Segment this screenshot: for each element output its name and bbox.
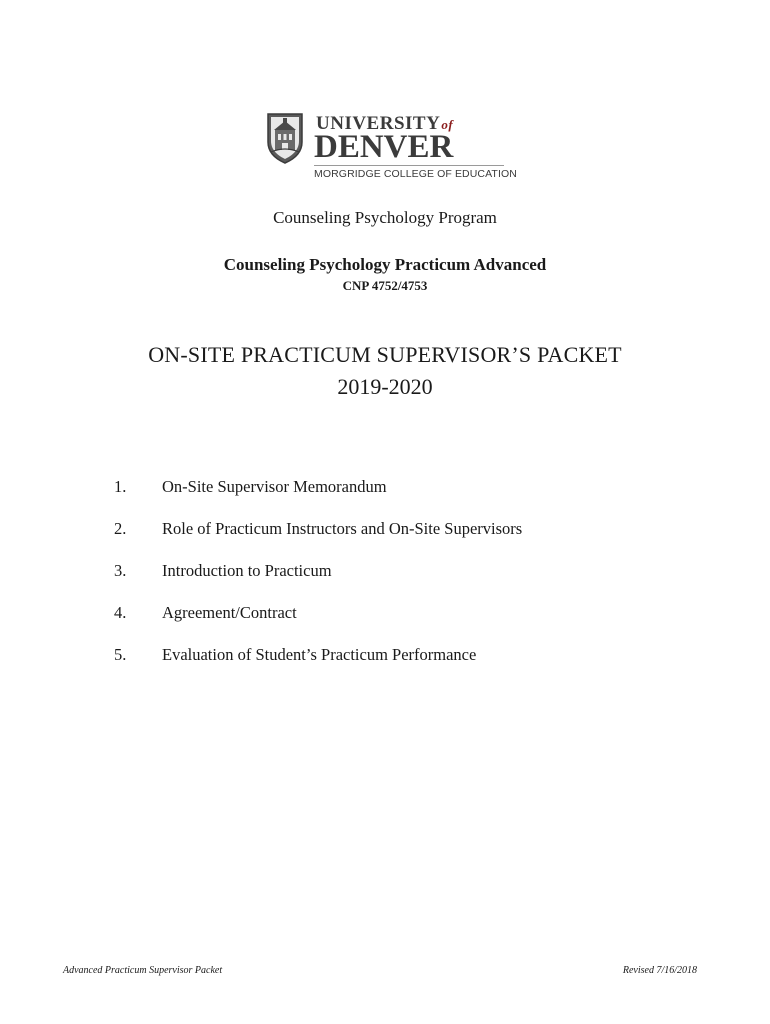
logo-divider — [314, 165, 504, 166]
footer-document-name: Advanced Practicum Supervisor Packet — [63, 965, 223, 976]
logo-university-text: UNIVERSITY — [316, 113, 441, 134]
contents-item-label: Introduction to Practicum — [162, 561, 332, 580]
university-logo — [266, 112, 517, 182]
packet-year: 2019-2020 — [337, 374, 433, 399]
contents-item-label: Role of Practicum Instructors and On-Site Supervisors — [162, 519, 523, 538]
logo-wordmark-main: DENVER — [314, 129, 454, 165]
contents-item-number: 1. — [114, 477, 127, 496]
course-title: Counseling Psychology Practicum Advanced — [223, 255, 547, 274]
contents-item-number: 5. — [114, 645, 127, 664]
logo-of-text: of — [441, 117, 454, 132]
contents-item-label: Evaluation of Student’s Practicum Performance — [162, 645, 477, 664]
packet-title: ON-SITE PRACTICUM SUPERVISOR’S PACKET — [148, 342, 622, 367]
footer-revision-date: Revised 7/16/2018 — [622, 965, 697, 976]
contents-item-label: Agreement/Contract — [162, 603, 297, 622]
course-code: CNP 4752/4753 — [342, 278, 428, 293]
university-seal-icon — [266, 112, 304, 164]
contents-item-number: 4. — [114, 603, 127, 622]
program-name: Counseling Psychology Program — [273, 208, 497, 227]
logo-college-name: MORGRIDGE COLLEGE OF EDUCATION — [314, 168, 517, 180]
contents-item-label: On-Site Supervisor Memorandum — [162, 477, 387, 496]
contents-item-number: 2. — [114, 519, 127, 538]
contents-item-number: 3. — [114, 561, 127, 580]
